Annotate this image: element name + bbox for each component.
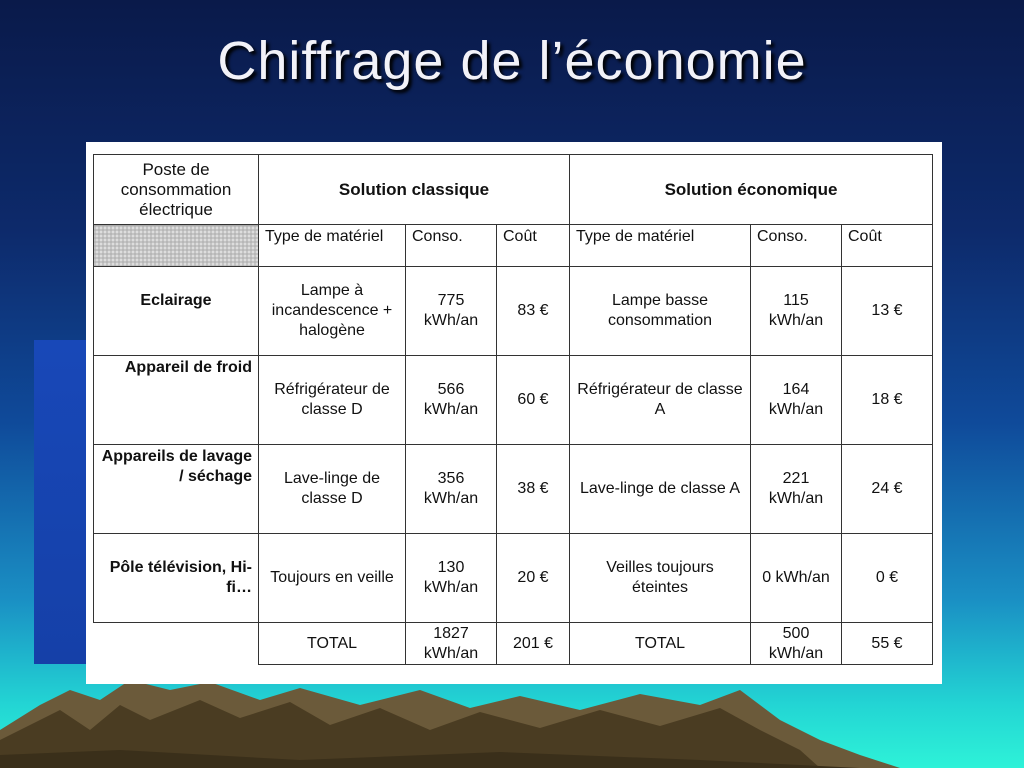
table-row (94, 267, 933, 356)
eco-header: Solution économique (570, 155, 933, 225)
row-classic-conso: 566 kWh/an (406, 356, 497, 445)
subheader-cost-eco: Coût (842, 225, 933, 267)
table-sheet (86, 142, 942, 684)
row-poste: Eclairage (94, 267, 259, 356)
hatched-cell (94, 225, 259, 267)
corner-header: Poste de consommation électrique (94, 155, 259, 225)
row-classic-cost: 20 € (497, 534, 570, 623)
row-classic-cost: 60 € (497, 356, 570, 445)
table-row (94, 445, 933, 534)
row-eco-conso: 164 kWh/an (751, 356, 842, 445)
decorative-band (34, 340, 92, 664)
row-eco-type: Réfrigérateur de classe A (570, 356, 751, 445)
row-classic-conso: 775 kWh/an (406, 267, 497, 356)
row-eco-conso: 0 kWh/an (751, 534, 842, 623)
row-eco-conso: 221 kWh/an (751, 445, 842, 534)
row-classic-type: Réfrigérateur de classe D (259, 356, 406, 445)
row-eco-conso: 115 kWh/an (751, 267, 842, 356)
subheader-conso-eco: Conso. (751, 225, 842, 267)
row-classic-conso: 130 kWh/an (406, 534, 497, 623)
row-poste: Pôle télévision, Hi-fi… (94, 534, 259, 623)
row-eco-cost: 18 € (842, 356, 933, 445)
row-classic-type: Toujours en veille (259, 534, 406, 623)
total-conso-classic: 1827 kWh/an (406, 623, 497, 665)
subheader-conso-classic: Conso. (406, 225, 497, 267)
row-eco-cost: 0 € (842, 534, 933, 623)
total-cost-eco: 55 € (842, 623, 933, 665)
total-cost-classic: 201 € (497, 623, 570, 665)
row-classic-cost: 83 € (497, 267, 570, 356)
total-label-eco: TOTAL (570, 623, 751, 665)
row-eco-type: Lampe basse consommation (570, 267, 751, 356)
subheader-type-eco: Type de matériel (570, 225, 751, 267)
row-poste: Appareil de froid (94, 356, 259, 445)
row-eco-type: Lave-linge de classe A (570, 445, 751, 534)
row-eco-cost: 13 € (842, 267, 933, 356)
row-classic-cost: 38 € (497, 445, 570, 534)
row-classic-type: Lave-linge de classe D (259, 445, 406, 534)
subheader-type-classic: Type de matériel (259, 225, 406, 267)
row-classic-type: Lampe à incandescence + halogène (259, 267, 406, 356)
savings-table (93, 154, 933, 665)
row-classic-conso: 356 kWh/an (406, 445, 497, 534)
total-label-classic: TOTAL (259, 623, 406, 665)
classic-header: Solution classique (259, 155, 570, 225)
row-eco-cost: 24 € (842, 445, 933, 534)
total-row (94, 623, 933, 665)
subheader-cost-classic: Coût (497, 225, 570, 267)
row-eco-type: Veilles toujours éteintes (570, 534, 751, 623)
table-row (94, 534, 933, 623)
total-conso-eco: 500 kWh/an (751, 623, 842, 665)
row-poste: Appareils de lavage / séchage (94, 445, 259, 534)
slide-title: Chiffrage de l’économie (217, 31, 807, 91)
table-row (94, 356, 933, 445)
